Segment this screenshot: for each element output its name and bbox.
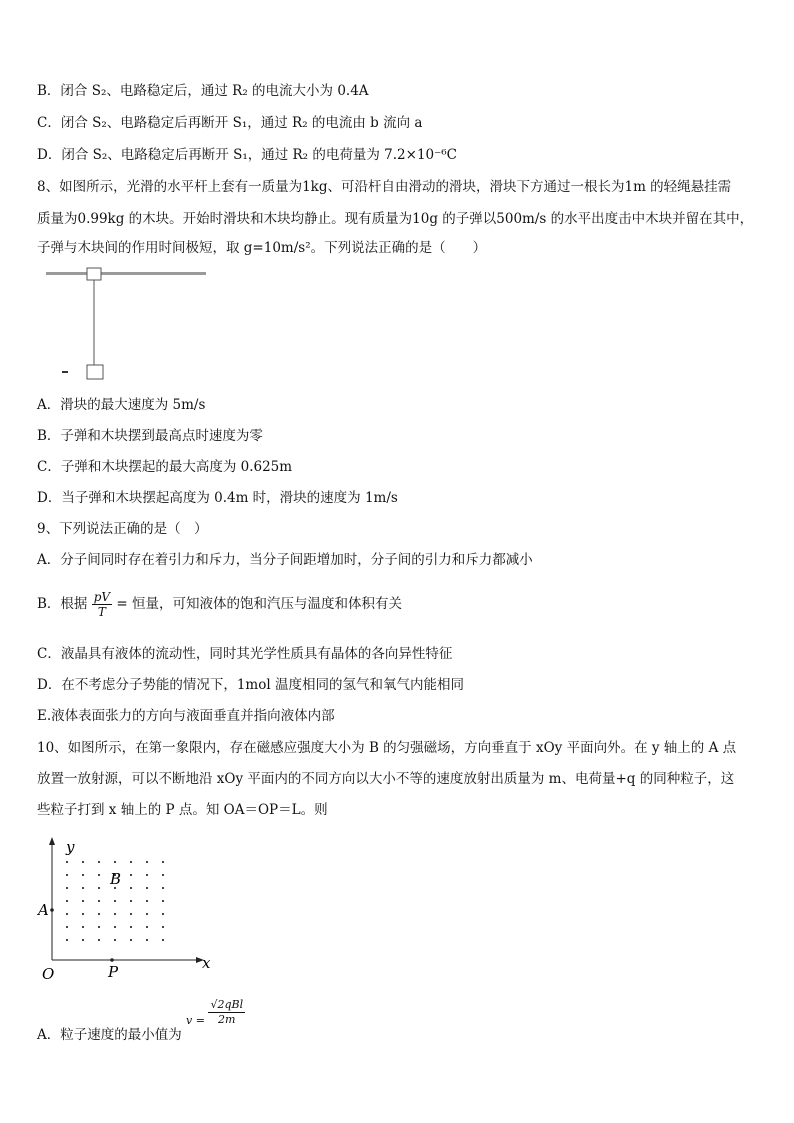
field-dot bbox=[130, 939, 132, 941]
q8-option-b: B．子弹和木块摆到最高点时速度为零 bbox=[37, 428, 263, 444]
field-dot bbox=[114, 861, 116, 863]
wooden-block bbox=[87, 365, 103, 379]
field-dot bbox=[98, 926, 100, 928]
field-dot bbox=[98, 861, 100, 863]
field-dot bbox=[146, 887, 148, 889]
y-axis-arrow bbox=[49, 837, 55, 845]
field-dot bbox=[114, 939, 116, 941]
field-dot bbox=[130, 913, 132, 915]
field-dot bbox=[162, 900, 164, 902]
bullet bbox=[62, 371, 68, 373]
horizontal-rod bbox=[46, 272, 206, 275]
q8-pendulum-figure bbox=[44, 262, 214, 387]
q10-stem-line-1: 10、如图所示，在第一象限内，存在磁感应强度大小为 B 的匀强磁场，方向垂直于 xOy 平面向外。在 y 轴上的 A 点 bbox=[37, 740, 737, 756]
q8-stem-line-1: 8、如图所示，光滑的水平杆上套有一质量为1kg、可沿杆自由滑动的滑块，滑块下方通过一根长为1m 的轻绳悬挂需 bbox=[37, 179, 732, 195]
q10-option-a-prefix: A．粒子速度的最小值为 bbox=[37, 1027, 182, 1043]
field-dot bbox=[146, 900, 148, 902]
field-dot bbox=[66, 874, 68, 876]
point-a-marker bbox=[50, 908, 54, 912]
q10-magnetic-field-figure bbox=[34, 832, 224, 984]
field-dot bbox=[162, 939, 164, 941]
point-p-label: P bbox=[108, 963, 119, 981]
field-dot bbox=[82, 874, 84, 876]
q7-option-b: B．闭合 S₂、电路稳定后，通过 R₂ 的电流大小为 0.4A bbox=[37, 83, 369, 99]
field-dot bbox=[82, 926, 84, 928]
q10-stem-line-3: 些粒子打到 x 轴上的 P 点。知 OA＝OP＝L。则 bbox=[37, 802, 328, 818]
field-dot bbox=[146, 926, 148, 928]
q8-option-d: D．当子弹和木块摆起高度为 0.4m 时，滑块的速度为 1m/s bbox=[37, 490, 398, 506]
pv-over-t-fraction bbox=[92, 590, 112, 619]
y-axis-label: y bbox=[66, 838, 75, 856]
q9-option-c: C．液晶具有液体的流动性，同时其光学性质具有晶体的各向异性特征 bbox=[37, 646, 453, 662]
q9-option-b-suffix: = 恒量，可知液体的饱和汽压与温度和体积有关 bbox=[116, 596, 402, 612]
q7-option-d: D．闭合 S₂、电路稳定后再断开 S₁，通过 R₂ 的电荷量为 7.2×10⁻⁶C bbox=[37, 147, 458, 163]
q9-option-b bbox=[37, 590, 764, 619]
field-dot bbox=[82, 900, 84, 902]
field-dot bbox=[98, 874, 100, 876]
x-axis-label: x bbox=[202, 954, 211, 972]
velocity-formula bbox=[186, 998, 245, 1027]
field-dot bbox=[162, 874, 164, 876]
field-dot bbox=[82, 939, 84, 941]
field-dot bbox=[146, 913, 148, 915]
field-dot bbox=[162, 926, 164, 928]
field-dot bbox=[130, 874, 132, 876]
field-dot bbox=[82, 887, 84, 889]
field-dot bbox=[66, 926, 68, 928]
field-dot bbox=[66, 913, 68, 915]
q9-option-a: A．分子间同时存在着引力和斥力，当分子间距增加时，分子间的引力和斥力都减小 bbox=[37, 552, 533, 568]
point-a-label: A bbox=[38, 901, 49, 919]
q7-option-c: C．闭合 S₂、电路稳定后再断开 S₁，通过 R₂ 的电流由 b 流向 a bbox=[37, 115, 423, 131]
point-b-label: B bbox=[110, 870, 122, 888]
q10-stem-line-2: 放置一放射源，可以不断地沿 xOy 平面内的不同方向以大小不等的速度放射出质量为 m、电荷量+q 的同种粒子，这 bbox=[37, 771, 735, 787]
field-dot bbox=[98, 913, 100, 915]
q8-option-a: A．滑块的最大速度为 5m/s bbox=[37, 397, 206, 413]
field-dot bbox=[66, 939, 68, 941]
field-dot bbox=[162, 861, 164, 863]
fraction-numerator: pV bbox=[93, 590, 111, 604]
fraction-denominator: T bbox=[97, 605, 106, 619]
field-dot bbox=[114, 900, 116, 902]
field-dot bbox=[98, 887, 100, 889]
field-dot bbox=[82, 913, 84, 915]
field-dot bbox=[146, 861, 148, 863]
q9-option-b-prefix: B．根据 bbox=[37, 596, 88, 612]
formula-lhs: v = bbox=[186, 1013, 205, 1027]
field-dot bbox=[98, 939, 100, 941]
q9-stem: 9、下列说法正确的是（ ） bbox=[37, 521, 208, 537]
field-dot bbox=[82, 861, 84, 863]
q8-option-c: C．子弹和木块摆起的最大高度为 0.625m bbox=[37, 459, 293, 475]
field-dot bbox=[130, 926, 132, 928]
q10-option-a bbox=[37, 1026, 764, 1044]
point-p-marker bbox=[110, 958, 114, 962]
field-dot bbox=[130, 887, 132, 889]
field-dot bbox=[162, 887, 164, 889]
origin-label: O bbox=[42, 965, 55, 983]
field-dot bbox=[98, 900, 100, 902]
field-dot bbox=[66, 900, 68, 902]
q9-option-d: D．在不考虑分子势能的情况下，1mol 温度相同的氢气和氧气内能相同 bbox=[37, 677, 464, 693]
field-dot bbox=[130, 900, 132, 902]
q8-stem-line-3: 子弹与木块间的作用时间极短，取 g=10m/s²。下列说法正确的是（ ） bbox=[37, 240, 487, 256]
field-dot bbox=[146, 874, 148, 876]
field-dot bbox=[130, 861, 132, 863]
slider-block bbox=[87, 268, 101, 280]
field-dot bbox=[114, 926, 116, 928]
q9-option-e: E.液体表面张力的方向与液面垂直并指向液体内部 bbox=[37, 708, 335, 724]
field-dot bbox=[114, 913, 116, 915]
field-dot bbox=[66, 861, 68, 863]
velocity-fraction bbox=[208, 998, 245, 1027]
field-dot bbox=[162, 913, 164, 915]
field-dot bbox=[66, 887, 68, 889]
velocity-numerator: √2qBl bbox=[210, 998, 244, 1011]
q8-stem-line-2: 质量为0.99kg 的木块。开始时滑块和木块均静止。现有质量为10g 的子弹以500m/s 的水平出度击中木块并留在其中， bbox=[37, 211, 754, 227]
velocity-denominator: 2m bbox=[218, 1013, 236, 1026]
field-dot bbox=[146, 939, 148, 941]
